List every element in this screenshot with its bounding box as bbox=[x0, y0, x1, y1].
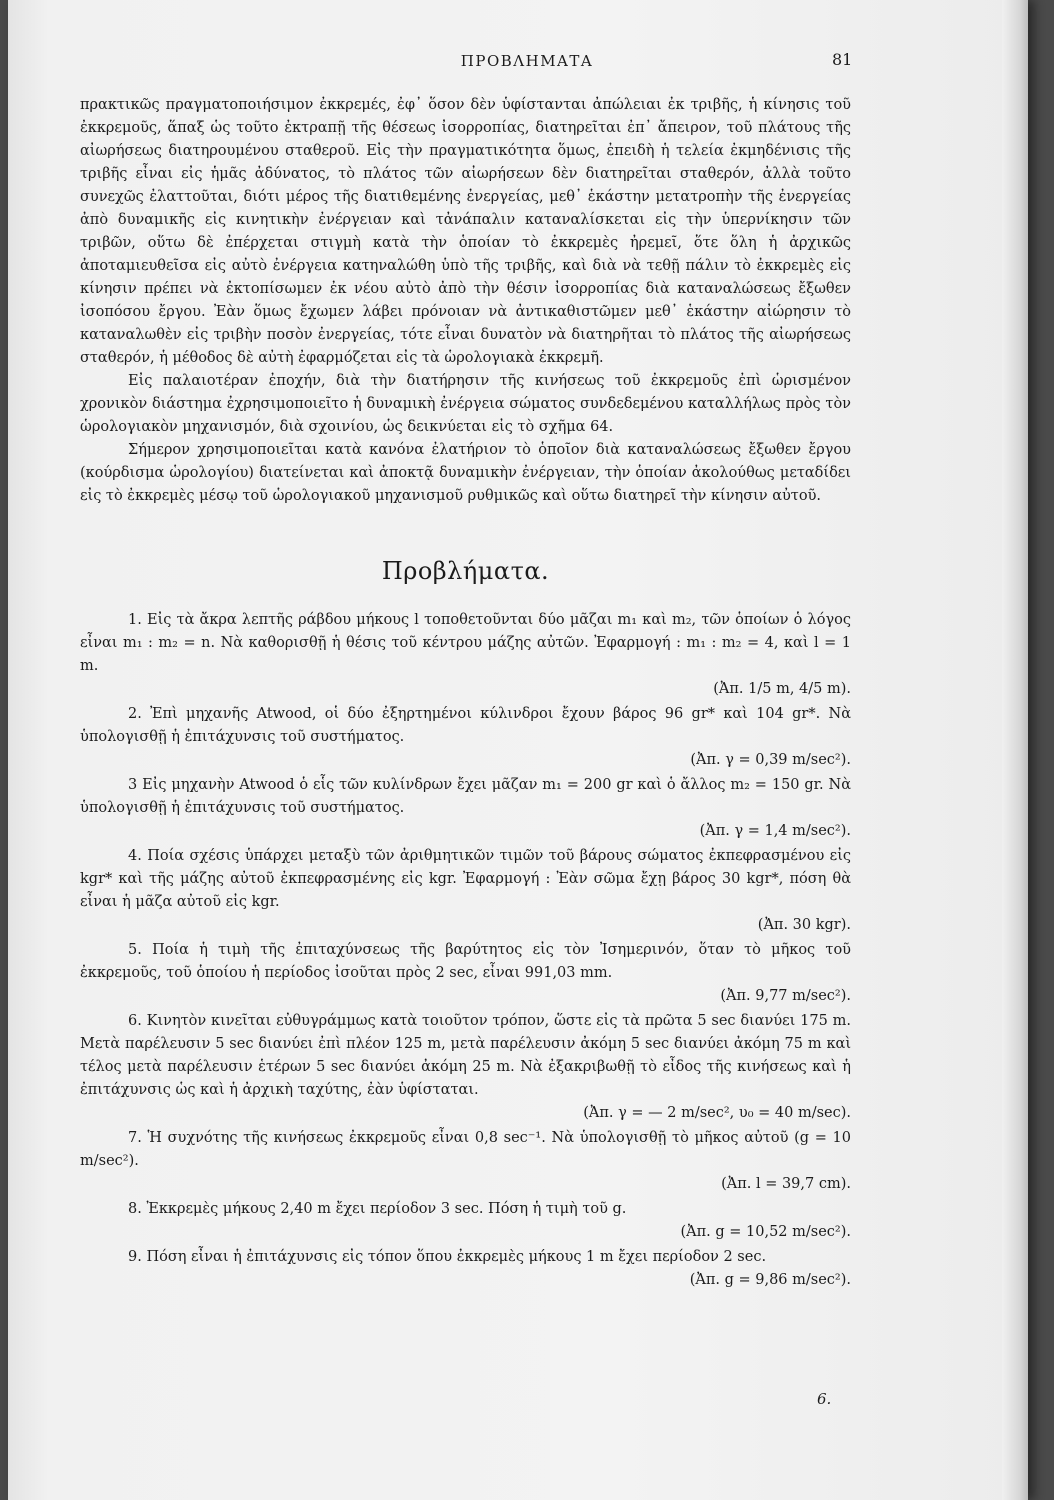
problem-item bbox=[80, 609, 851, 701]
problem-item bbox=[80, 703, 851, 772]
problem-answer: (Ἀπ. l = 39,7 cm). bbox=[721, 1176, 851, 1192]
body-paragraph: Εἰς παλαιοτέραν ἐποχήν, διὰ τὴν διατήρησιν τῆς κινήσεως τοῦ ἐκκρεμοῦς ἐπὶ ὡρισμένον χρονικὸν διάστημα ἐχρησιμοποιεῖτο ἡ δυναμικὴ ἐνέργεια σώματος συνδεδεμένου καταλλήλως πρὸς τὸν ὡρολογιακὸν μηχανισμόν, διὰ σχοινίου, ὡς δεικνύεται εἰς τὸ σχῆμα 64. bbox=[80, 373, 851, 435]
problem-answer: (Ἀπ. γ = 1,4 m/sec²). bbox=[699, 823, 851, 839]
problem-item bbox=[80, 845, 851, 937]
page-number: 81 bbox=[832, 50, 853, 69]
problem-text: 5. Ποία ἡ τιμὴ τῆς ἐπιταχύνσεως τῆς βαρύτητος εἰς τὸν Ἰσημερινόν, ὅταν τὸ μῆκος τοῦ ἐκκρεμοῦς, τοῦ ὁποίου ἡ περίοδος ἰσοῦται πρὸς 2 sec, εἶναι 991,03 mm. bbox=[80, 942, 851, 981]
problem-text: 3 Εἰς μηχανὴν Atwood ὁ εἷς τῶν κυλίνδρων ἔχει μᾶζαν m₁ = 200 gr καὶ ὁ ἄλλος m₂ = 150 gr. Νὰ ὑπολογισθῇ ἡ ἐπιτάχυνσις τοῦ συστήματος. bbox=[80, 777, 851, 816]
problem-answer: (Ἀπ. 1/5 m, 4/5 m). bbox=[713, 681, 851, 697]
problem-item bbox=[80, 1010, 851, 1125]
text-block bbox=[80, 94, 851, 1294]
section-title: Προβλήματα. bbox=[381, 557, 550, 585]
problem-answer: (Ἀπ. g = 9,86 m/sec²). bbox=[689, 1272, 851, 1288]
problem-answer: (Ἀπ. g = 10,52 m/sec²). bbox=[680, 1224, 851, 1240]
page-edge-shadow bbox=[1002, 0, 1028, 1500]
signature-mark: 6. bbox=[817, 1390, 832, 1408]
problem-item bbox=[80, 1246, 851, 1292]
problem-item bbox=[80, 939, 851, 1008]
body-paragraph: Σήμερον χρησιμοποιεῖται κατὰ κανόνα ἐλατήριον τὸ ὁποῖον διὰ καταναλώσεως ἔξωθεν ἔργου (κούρδισμα ὡρολογίου) διατείνεται καὶ ἀποκτᾷ δυναμικὴν ἐνέργειαν, τὴν ὁποίαν ἀκολούθως μεταδίδει εἰς τὸ ἐκκρεμὲς μέσῳ τοῦ ὡρολογιακοῦ μηχανισμοῦ ρυθμικῶς καὶ οὕτω διατηρεῖ τὴν κίνησιν αὐτοῦ. bbox=[80, 442, 851, 504]
problem-text: 8. Ἐκκρεμὲς μήκους 2,40 m ἔχει περίοδον 3 sec. Πόση ἡ τιμὴ τοῦ g. bbox=[128, 1201, 627, 1217]
problem-answer: (Ἀπ. γ = 0,39 m/sec²). bbox=[690, 752, 851, 768]
problem-text: 9. Πόση εἶναι ἡ ἐπιτάχυνσις εἰς τόπον ὅπου ἐκκρεμὲς μήκους 1 m ἔχει περίοδον 2 sec. bbox=[128, 1249, 767, 1265]
problem-answer: (Ἀπ. 30 kgr). bbox=[757, 917, 851, 933]
problem-item bbox=[80, 774, 851, 843]
problem-answer: (Ἀπ. γ = — 2 m/sec², υ₀ = 40 m/sec). bbox=[583, 1105, 851, 1121]
body-paragraph: πρακτικῶς πραγματοποιήσιμον ἐκκρεμές, ἐφ᾽ ὅσον δὲν ὑφίστανται ἀπώλειαι ἐκ τριβῆς, ἡ κίνησις τοῦ ἐκκρεμοῦς, ἅπαξ ὡς τοῦτο ἐκτραπῇ τῆς θέσεως ἰσορροπίας, διατηρεῖται ἐπ᾽ ἄπειρον, τοῦ πλάτους τῆς αἰωρήσεως διατηρουμένου σταθεροῦ. Εἰς τὴν πραγματικότητα ὅμως, ἐπειδὴ ἡ τελεία ἐκμηδένισις τῆς τριβῆς εἶναι εἰς ἡμᾶς ἀδύνατος, τὸ πλάτος τῶν αἰωρήσεων δὲν διατηρεῖται σταθερόν, ἀλλὰ τοῦτο συνεχῶς ἐλαττοῦται, διότι μέρος τῆς διατιθεμένης ἐνεργείας, μεθ᾽ ἑκάστην μετατροπὴν τῆς ἐνεργείας ἀπὸ δυναμικῆς εἰς κινητικὴν ἐνέργειαν καὶ τἀνάπαλιν καταναλίσκεται εἰς τὴν ὑπερνίκησιν τῶν τριβῶν, οὕτω δὲ ἐπέρχεται στιγμὴ κατὰ τὴν ὁποίαν τὸ ἐκκρεμὲς ἠρεμεῖ, ὅτε ὅλη ἡ ἀρχικῶς ἀποταμιευθεῖσα εἰς αὐτὸ ἐνέργεια κατηναλώθη ὑπὸ τῆς τριβῆς, καὶ διὰ νὰ τεθῇ πάλιν τὸ ἐκκρεμὲς εἰς κίνησιν πρέπει νὰ ἐκτοπίσωμεν ἐκ νέου αὐτὸ ἀπὸ τὴν θέσιν ἰσορροπίας διὰ καταναλώσεως ἔξωθεν ἰσοπόσου ἔργου. Ἐὰν ὅμως ἔχωμεν λάβει πρόνοιαν νὰ ἀντικαθιστῶμεν μεθ᾽ ἑκάστην αἰώρησιν τὸ καταναλωθὲν εἰς τριβὴν ποσὸν ἐνεργείας, τότε εἶναι δυνατὸν νὰ διατηρῆται τὸ πλάτος τῆς αἰωρήσεως σταθερόν, ἡ μέθοδος δὲ αὐτὴ ἐφαρμόζεται εἰς τὰ ὡρολογιακὰ ἐκκρεμῆ. bbox=[80, 97, 851, 366]
problem-item bbox=[80, 1198, 851, 1244]
problem-item bbox=[80, 1127, 851, 1196]
running-head: ΠΡΟΒΛΗΜΑΤΑ bbox=[460, 52, 594, 70]
problem-text: 2. Ἐπὶ μηχανῆς Atwood, οἱ δύο ἐξηρτημένοι κύλινδροι ἔχουν βάρος 96 gr* καὶ 104 gr*. Νὰ ὑπολογισθῇ ἡ ἐπιτάχυνσις τοῦ συστήματος. bbox=[80, 706, 851, 745]
problem-text: 4. Ποία σχέσις ὑπάρχει μεταξὺ τῶν ἀριθμητικῶν τιμῶν τοῦ βάρους σώματος ἐκπεφρασμένου εἰς kgr* καὶ τῆς μάζης αὐτοῦ ἐκπεφρασμένης εἰς kgr. Ἐφαρμογή : Ἐὰν σῶμα ἔχῃ βάρος 30 kgr*, πόση θὰ εἶναι ἡ μᾶζα αὐτοῦ εἰς kgr. bbox=[80, 848, 851, 910]
problem-text: 1. Εἰς τὰ ἄκρα λεπτῆς ράβδου μήκους l τοποθετοῦνται δύο μᾶζαι m₁ καὶ m₂, τῶν ὁποίων ὁ λόγος εἶναι m₁ : m₂ = n. Νὰ καθορισθῇ ἡ θέσις τοῦ κέντρου μάζης αὐτῶν. Ἐφαρμογή : m₁ : m₂ = 4, καὶ l = 1 m. bbox=[80, 612, 851, 674]
problem-text: 6. Κινητὸν κινεῖται εὐθυγράμμως κατὰ τοιοῦτον τρόπον, ὥστε εἰς τὰ πρῶτα 5 sec διανύει 175 m. Μετὰ παρέλευσιν 5 sec διανύει ἐπὶ πλέον 125 m, μετὰ παρέλευσιν ἀκόμη 5 sec διανύει ἀκόμη 75 m καὶ τέλος μετὰ παρέλευσιν ἑτέρων 5 sec διανύει ἀκόμη 25 m. Νὰ ἐξακριβωθῇ τὸ εἶδος τῆς κινήσεως καὶ ἡ ἐπιτάχυνσις ὡς καὶ ἡ ἀρχικὴ ταχύτης, ἐὰν ὑφίσταται. bbox=[80, 1013, 851, 1098]
problem-text: 7. Ἡ συχνότης τῆς κινήσεως ἐκκρεμοῦς εἶναι 0,8 sec⁻¹. Νὰ ὑπολογισθῇ τὸ μῆκος αὐτοῦ (g = 10 m/sec²). bbox=[80, 1130, 851, 1169]
problem-answer: (Ἀπ. 9,77 m/sec²). bbox=[720, 988, 851, 1004]
